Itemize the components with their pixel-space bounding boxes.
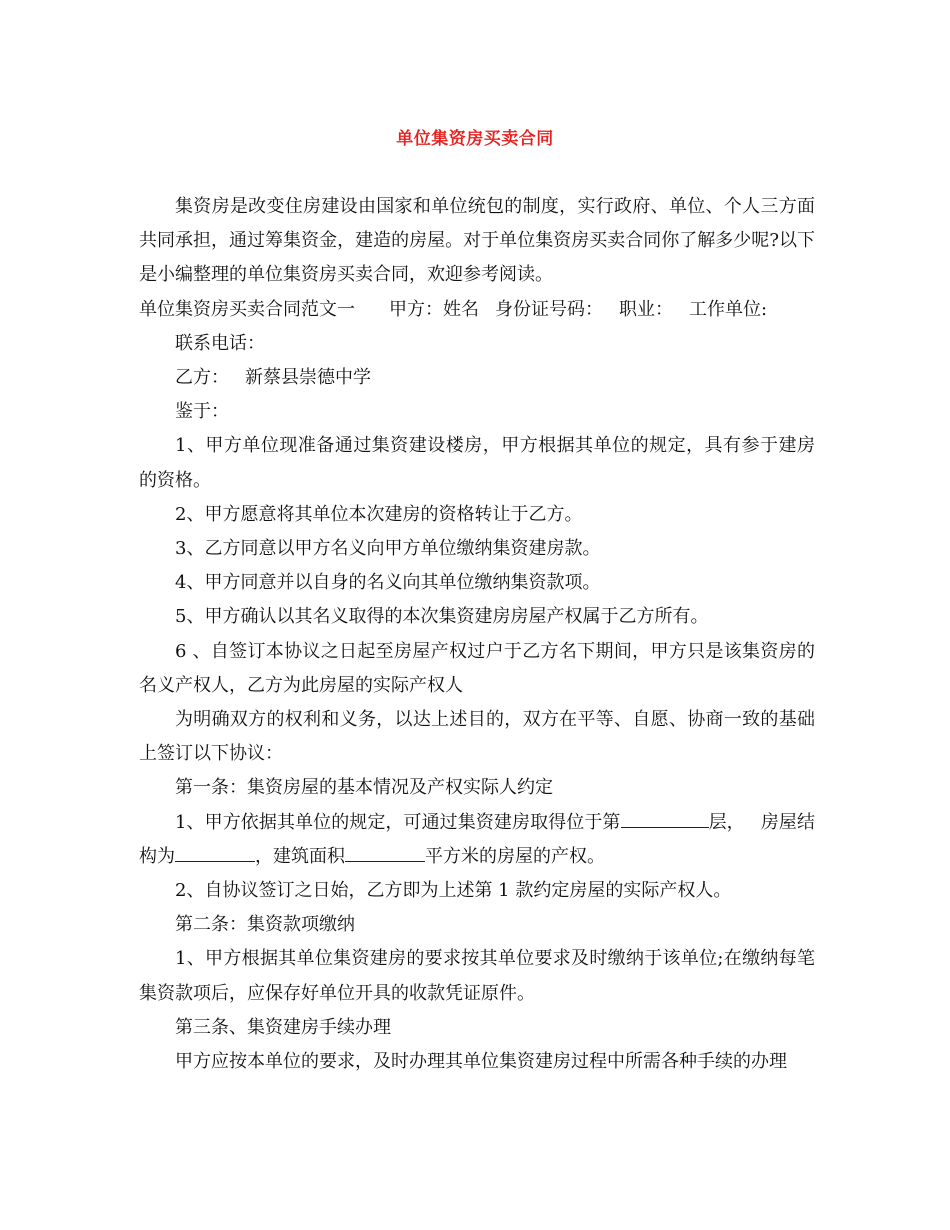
party-a-name-label: 甲方：姓名	[389, 298, 479, 320]
clause-item: 4、甲方同意并以自身的名义向其单位缴纳集资款项。	[175, 572, 601, 594]
floor-blank	[621, 811, 709, 828]
employer-label: 工作单位:	[689, 298, 768, 320]
article-3-text: 甲方应按本单位的要求，及时办理其单位集资建房过程中所需各种手续的办理	[175, 1051, 787, 1073]
clause-item: 5、甲方确认以其名义取得的本次集资建房房屋产权属于乙方所有。	[175, 606, 709, 628]
sample-title: 单位集资房买卖合同范文一	[139, 298, 355, 320]
party-b-label: 乙方：	[175, 367, 229, 389]
article-1-item-2: 2、自协议签订之日始，乙方即为上述第 1 款约定房屋的实际产权人。	[175, 880, 732, 902]
whereas-label: 鉴于：	[175, 401, 229, 423]
clause-item: 6 、自签订本协议之日起至房屋产权过户于乙方名下期间，甲方只是该集资房的名义产权人，乙方为此房屋的实际产权人	[139, 640, 815, 696]
article-2-title: 第二条：集资款项缴纳	[175, 914, 355, 936]
intro-paragraph: 集资房是改变住房建设由国家和单位统包的制度，实行政府、单位、个人三方面共同承担，通过筹集资金，建造的房屋。对于单位集资房买卖合同你了解多少呢?以下是小编整理的单位集资房买卖合同，欢迎参考阅读。	[139, 196, 815, 286]
article-2-item-1: 1、甲方根据其单位集资建房的要求按其单位要求及时缴纳于该单位;在缴纳每笔集资款项后，应保存好单位开具的收款凭证原件。	[139, 948, 815, 1004]
area-blank	[345, 845, 425, 862]
party-b-name: 新蔡县崇德中学	[245, 367, 371, 389]
purpose-paragraph: 为明确双方的权利和义务，以达上述目的，双方在平等、自愿、协商一致的基础上签订以下协议：	[139, 709, 815, 765]
contract-header-line	[139, 293, 815, 327]
phone-label: 联系电话：	[175, 332, 265, 354]
article-1-item-1-text-c: 房屋结构为	[139, 811, 816, 867]
article-1-item-1-text-d: ，建筑面积	[255, 845, 345, 867]
article-1-item-1-text-e: 平方米的房屋的产权。	[425, 845, 605, 867]
clause-item: 2、甲方愿意将其单位本次建房的资格转让于乙方。	[175, 503, 583, 525]
clause-item: 1、甲方单位现准备通过集资建设楼房，甲方根据其单位的规定，具有参于建房的资格。	[139, 435, 815, 491]
document-title: 单位集资房买卖合同	[396, 129, 554, 149]
article-1-title: 第一条：集资房屋的基本情况及产权实际人约定	[175, 777, 553, 799]
occupation-label: 职业：	[619, 298, 673, 320]
id-number-label: 身份证号码：	[495, 298, 603, 320]
article-1-item-1-text-a: 1、甲方依据其单位的规定，可通过集资建房取得位于第	[175, 811, 621, 833]
document-body	[139, 190, 815, 1079]
structure-blank	[175, 845, 255, 862]
article-1-item-1-text-b: 层，	[708, 811, 745, 833]
clause-item: 3、乙方同意以甲方名义向甲方单位缴纳集资建房款。	[175, 538, 601, 560]
party-b-line	[139, 361, 815, 395]
article-1-item-1	[139, 806, 815, 874]
article-3-title: 第三条、集资建房手续办理	[175, 1016, 391, 1038]
